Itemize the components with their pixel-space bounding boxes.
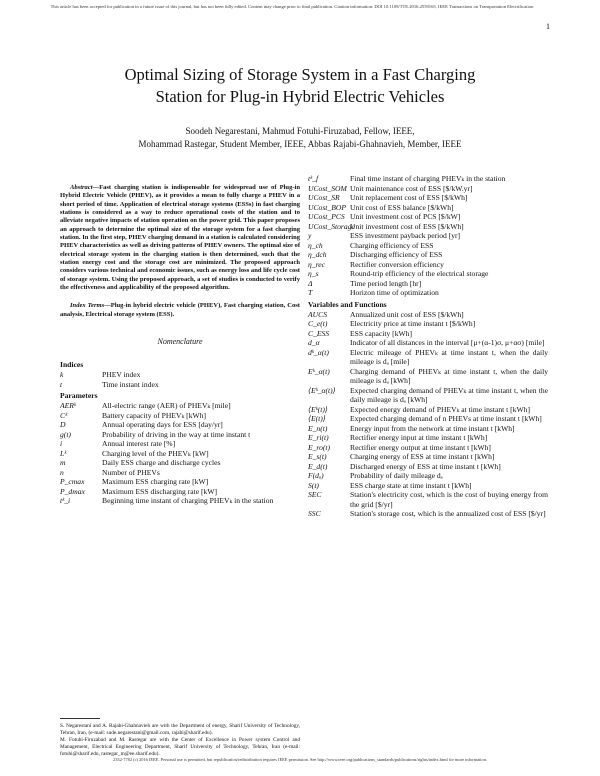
entry-symbol: E_ri(t) [308, 433, 329, 442]
nomenclature-entry [308, 269, 548, 279]
indices-heading: Indices [60, 360, 84, 370]
nomenclature-entry [308, 329, 548, 339]
entry-definition: Energy input from the network at time instant t [kWh] [350, 423, 515, 433]
entry-definition: Charging level of the PHEVₖ [kW] [102, 448, 209, 458]
nomenclature-entry [308, 231, 548, 241]
entry-definition: Unit cost of ESS balance [$/kWh] [350, 202, 454, 212]
entry-definition: Maximum ESS charging rate [kW] [102, 477, 209, 487]
entry-definition: Annual interest rate [%] [102, 439, 176, 449]
entry-symbol: Eᵏ_α(t) [308, 366, 330, 376]
entry-definition: Horizon time of optimization [350, 288, 439, 297]
entry-definition: Charging demand of PHEVₖ at time instant t, when the daily mileage is dₐ [kWh] [350, 366, 548, 385]
nomenclature-entry [60, 420, 300, 430]
footnote-2: M. Fotuhi-Firuzabad and M. Rastegar are with the Center of Excellence in Power system Control and Management, Electrical Engineering Department, Sharif University of Technology, Tehran, Iran (e-mail: fotuhi@sharif.edu, rastegar_m@ee.sharif.edu). [60, 737, 300, 757]
entry-symbol: ⟨Eᵏ(t)⟩ [308, 404, 328, 414]
entry-definition: All-electric range (AER) of PHEVₖ [mile] [102, 401, 231, 411]
nomenclature-entry [308, 414, 548, 424]
parameters-list-right [308, 174, 548, 298]
entry-definition: Expected charging demand of PHEVₖ at time instant t, when the daily mileage is dₐ [kWh] [350, 385, 548, 404]
copyright-note: 2332-7782 (c) 2016 IEEE. Personal use is permitted, but republication/redistribution requires IEEE permission. See http://www.ieee.org/publications_standards/publications/rights/index.html for more information. [113, 757, 487, 762]
right-column [308, 174, 548, 519]
authors-line-1: Soodeh Negarestani, Mahmud Fotuhi-Firuzabad, Fellow, IEEE, [185, 126, 415, 136]
nomenclature-entry [308, 203, 548, 213]
entry-symbol: Lᵏ [60, 448, 67, 458]
abstract-text: —Fast charging station is indispensable for widespread use of Plug-in Hybrid Electric Vehicle (PHEV), as it provides a mean to fully charge a PHEV in a short period of time. Application of electrical storage systems (ESSs) in fast charging stations is considered as a way to reduce operational costs of the station and to alleviate negative impacts of station operation on the power grid. This paper proposes an approach to determine the optimal size of the storage system for a fast charging station. In the first step, PHEV charging demand in a station is calculated considering PHEV characteristics as well as driving patterns of PHEV owners. The optimal size of electrical storage system in the charging station is then determined, such that the station energy cost and the storage cost are minimized. The proposed approach considers various technical and economic issues, such as energy loss and life cycle cost of storage system. Using the proposed approach, a set of studies is conducted to verify the effectiveness and applicability of the proposed algorithm. [60, 184, 300, 292]
nomenclature-entry [308, 462, 548, 472]
entry-symbol: UCost_BOP [308, 202, 346, 212]
entry-symbol: n [60, 467, 64, 477]
abstract [60, 184, 300, 292]
nomenclature-entry [308, 433, 548, 443]
entry-symbol: C_e(t) [308, 319, 328, 328]
entry-symbol: E_s(t) [308, 452, 327, 461]
entry-symbol: UCost_Storage [308, 221, 355, 231]
entry-definition: Station's electricity cost, which is the cost of buying energy from the grid [$/yr] [350, 490, 548, 509]
entry-definition: Round-trip efficiency of the electrical storage [350, 269, 489, 278]
footnote-1: S. Negarestani and A. Rajabi-Ghahnavieh are with the Department of energy, Sharif University of Technology, Tehran, Iran, (e-mail: sude.negarestani@gmail.com, rajabi@sharif.edu). [60, 723, 300, 736]
nomenclature-entry [308, 338, 548, 348]
entry-symbol: SEC [308, 490, 322, 499]
entry-symbol: P_dmax [60, 486, 85, 496]
entry-symbol: UCost_SR [308, 193, 340, 202]
nomenclature-entry [308, 279, 548, 289]
entry-symbol: t [60, 379, 63, 389]
entry-symbol: y [308, 231, 312, 240]
entry-definition: Daily ESS charge and discharge cycles [102, 458, 221, 468]
paper-title [40, 64, 560, 108]
entry-symbol: η_rec [308, 259, 325, 269]
nomenclature-entry [308, 405, 548, 415]
entry-definition: Annualized unit cost of ESS [$/kWh] [350, 309, 464, 319]
entry-definition: Charging energy of ESS at time instant t [kWh] [350, 452, 495, 461]
nomenclature-entry [308, 490, 548, 509]
footnotes [60, 718, 300, 758]
nomenclature-entry [308, 509, 548, 519]
nomenclature-entry [60, 411, 300, 421]
entry-symbol: Δ [308, 278, 313, 288]
entry-definition: Electric mileage of PHEVₖ at time instant t, when the daily mileage is dₐ [mile] [350, 347, 548, 366]
nomenclature-entry [60, 401, 300, 411]
entry-symbol: k [60, 370, 64, 380]
nomenclature-entry [60, 487, 300, 497]
entry-symbol: η_s [308, 269, 319, 278]
indices-list [60, 370, 300, 389]
entry-symbol: m [60, 458, 66, 468]
nomenclature-entry [308, 260, 548, 270]
entry-symbol: E_d(t) [308, 461, 328, 471]
nomenclature-entry [308, 452, 548, 462]
entry-symbol: D [60, 420, 66, 430]
footnote-rule [60, 718, 100, 719]
entry-symbol: F(dₐ) [308, 471, 324, 480]
nomenclature-entry [60, 370, 300, 380]
entry-symbol: AUCS [308, 309, 327, 319]
entry-definition: Expected charging demand of n PHEVs at time instant t [kWh] [350, 414, 542, 423]
index-terms-label: Index Terms [70, 302, 105, 310]
nomenclature-entry [308, 386, 548, 405]
entry-definition: Station's storage cost, which is the annualized cost of ESS [$/yr] [350, 509, 546, 518]
parameters-list-left [60, 401, 300, 506]
left-column [60, 174, 300, 506]
entry-symbol: UCost_SOM [308, 183, 347, 193]
entry-symbol: ⟨Eᵏ_α(t)⟩ [308, 385, 336, 395]
entry-symbol: i [60, 439, 63, 449]
entry-symbol: Cᵏ [60, 410, 68, 420]
entry-definition: Electricity price at time instant t [$/kWh] [350, 319, 476, 328]
nomenclature-entry [60, 380, 300, 390]
entry-symbol: d_α [308, 338, 320, 347]
entry-definition: Rectifier energy output at time instant t [kWh] [350, 442, 491, 452]
header-note: This article has been accepted for publication in a future issue of this journal, but has not been fully edited. Content may change prior to final publication. Citation information: DOI 10.1109/TTE.2016.2559165, IEEE Transactions on Transportation Electrification [50, 4, 534, 9]
entry-symbol: E_n(t) [308, 423, 328, 433]
entry-definition: Unit maintenance cost of ESS [$/kW.yr] [350, 183, 473, 193]
entry-definition: Beginning time instant of charging PHEVₖ in the station [102, 496, 274, 506]
nomenclature-entry [308, 348, 548, 367]
entry-definition: Charging efficiency of ESS [350, 240, 434, 250]
entry-definition: Expected energy demand of PHEVₖ at time instant t [kWh] [350, 404, 530, 414]
nomenclature-entry [60, 439, 300, 449]
entry-symbol: C_ESS [308, 328, 330, 338]
nomenclature-entry [60, 449, 300, 459]
nomenclature-entry [60, 430, 300, 440]
entry-symbol: S(t) [308, 480, 319, 490]
entry-symbol: AERᵏ [60, 401, 77, 411]
entry-symbol: tᵏ_i [60, 496, 71, 506]
entry-definition: Maximum ESS discharging rate [kW] [102, 486, 218, 496]
entry-definition: Rectifier conversion efficiency [350, 259, 444, 269]
entry-definition: ESS charge state at time instant t [kWh] [350, 480, 472, 490]
nomenclature-entry [308, 241, 548, 251]
entry-definition: Annual operating days for ESS [day/yr] [102, 420, 223, 430]
entry-symbol: P_cmax [60, 477, 85, 487]
parameters-heading: Parameters [60, 391, 98, 401]
nomenclature-entry [308, 222, 548, 232]
index-terms-text: —Plug-in hybrid electric vehicle (PHEV), Fast charging station, Cost analysis, Electrical storage system (ESS). [60, 302, 300, 318]
nomenclature-entry [60, 496, 300, 506]
entry-definition: Unit investment cost of ESS [$/kWh] [350, 221, 464, 231]
entry-definition: PHEV index [102, 370, 141, 380]
nomenclature-entry [308, 288, 548, 298]
entry-definition: Number of PHEVs [102, 467, 160, 477]
index-terms [60, 302, 300, 319]
entry-definition: Discharged energy of ESS at time instant t [kWh] [350, 461, 501, 471]
entry-symbol: T [308, 288, 313, 297]
entry-definition: Probability of daily mileage dₐ [350, 471, 443, 480]
entry-definition: Time period length [hr] [350, 278, 422, 288]
nomenclature-entry [308, 471, 548, 481]
variables-heading: Variables and Functions [308, 299, 387, 309]
nomenclature-entry [308, 250, 548, 260]
entry-definition: Unit replacement cost of ESS [$/kWh] [350, 193, 468, 202]
entry-definition: Indicator of all distances in the interval [μ+(α-1)σ, μ+ασ) [mile] [350, 338, 545, 347]
entry-symbol: UCost_PCS [308, 212, 345, 221]
nomenclature-entry [308, 184, 548, 194]
nomenclature-entry [60, 468, 300, 478]
nomenclature-entry [60, 458, 300, 468]
authors-line-2: Mohammad Rastegar, Student Member, IEEE, Abbas Rajabi-Ghahnavieh, Member, IEEE [138, 139, 462, 149]
entry-symbol: tᵏ_f [308, 174, 319, 183]
entry-symbol: η_dch [308, 250, 327, 259]
entry-definition: Battery capacity of PHEVₖ [kWh] [102, 410, 206, 420]
nomenclature-entry [308, 424, 548, 434]
nomenclature-entry [308, 310, 548, 320]
nomenclature-entry [308, 481, 548, 491]
entry-definition: Unit investment cost of PCS [$/kW] [350, 212, 461, 221]
entry-symbol: ⟨E(t)⟩ [308, 414, 326, 423]
entry-symbol: dᵏ_α(t) [308, 347, 329, 357]
entry-definition: ESS investment payback period [yr] [350, 231, 461, 240]
page-number: 1 [546, 22, 550, 31]
entry-symbol: η_ch [308, 240, 323, 250]
nomenclature-entry [308, 193, 548, 203]
entry-definition: Time instant index [102, 379, 159, 389]
authors [30, 125, 570, 151]
nomenclature-entry [308, 319, 548, 329]
entry-symbol: E_ro(t) [308, 442, 331, 452]
nomenclature-entry [308, 212, 548, 222]
nomenclature-entry [308, 443, 548, 453]
entry-definition: Discharging efficiency of ESS [350, 250, 443, 259]
title-line-2: Station for Plug-in Hybrid Electric Vehicles [155, 87, 445, 106]
nomenclature-entry [60, 477, 300, 487]
entry-definition: ESS capacity [kWh] [350, 328, 412, 338]
nomenclature-entry [308, 367, 548, 386]
variables-list [308, 310, 548, 519]
nomenclature-heading: Nomenclature [157, 337, 203, 347]
abstract-label: Abstract [70, 184, 93, 191]
entry-symbol: g(t) [60, 429, 71, 439]
nomenclature-entry [308, 174, 548, 184]
entry-definition: Rectifier energy input at time instant t [kWh] [350, 433, 488, 442]
entry-definition: Probability of driving in the way at time instant t [102, 429, 251, 439]
entry-definition: Final time instant of charging PHEVₖ in the station [350, 174, 506, 183]
entry-symbol: SSC [308, 509, 321, 518]
title-line-1: Optimal Sizing of Storage System in a Fast Charging [124, 65, 476, 84]
